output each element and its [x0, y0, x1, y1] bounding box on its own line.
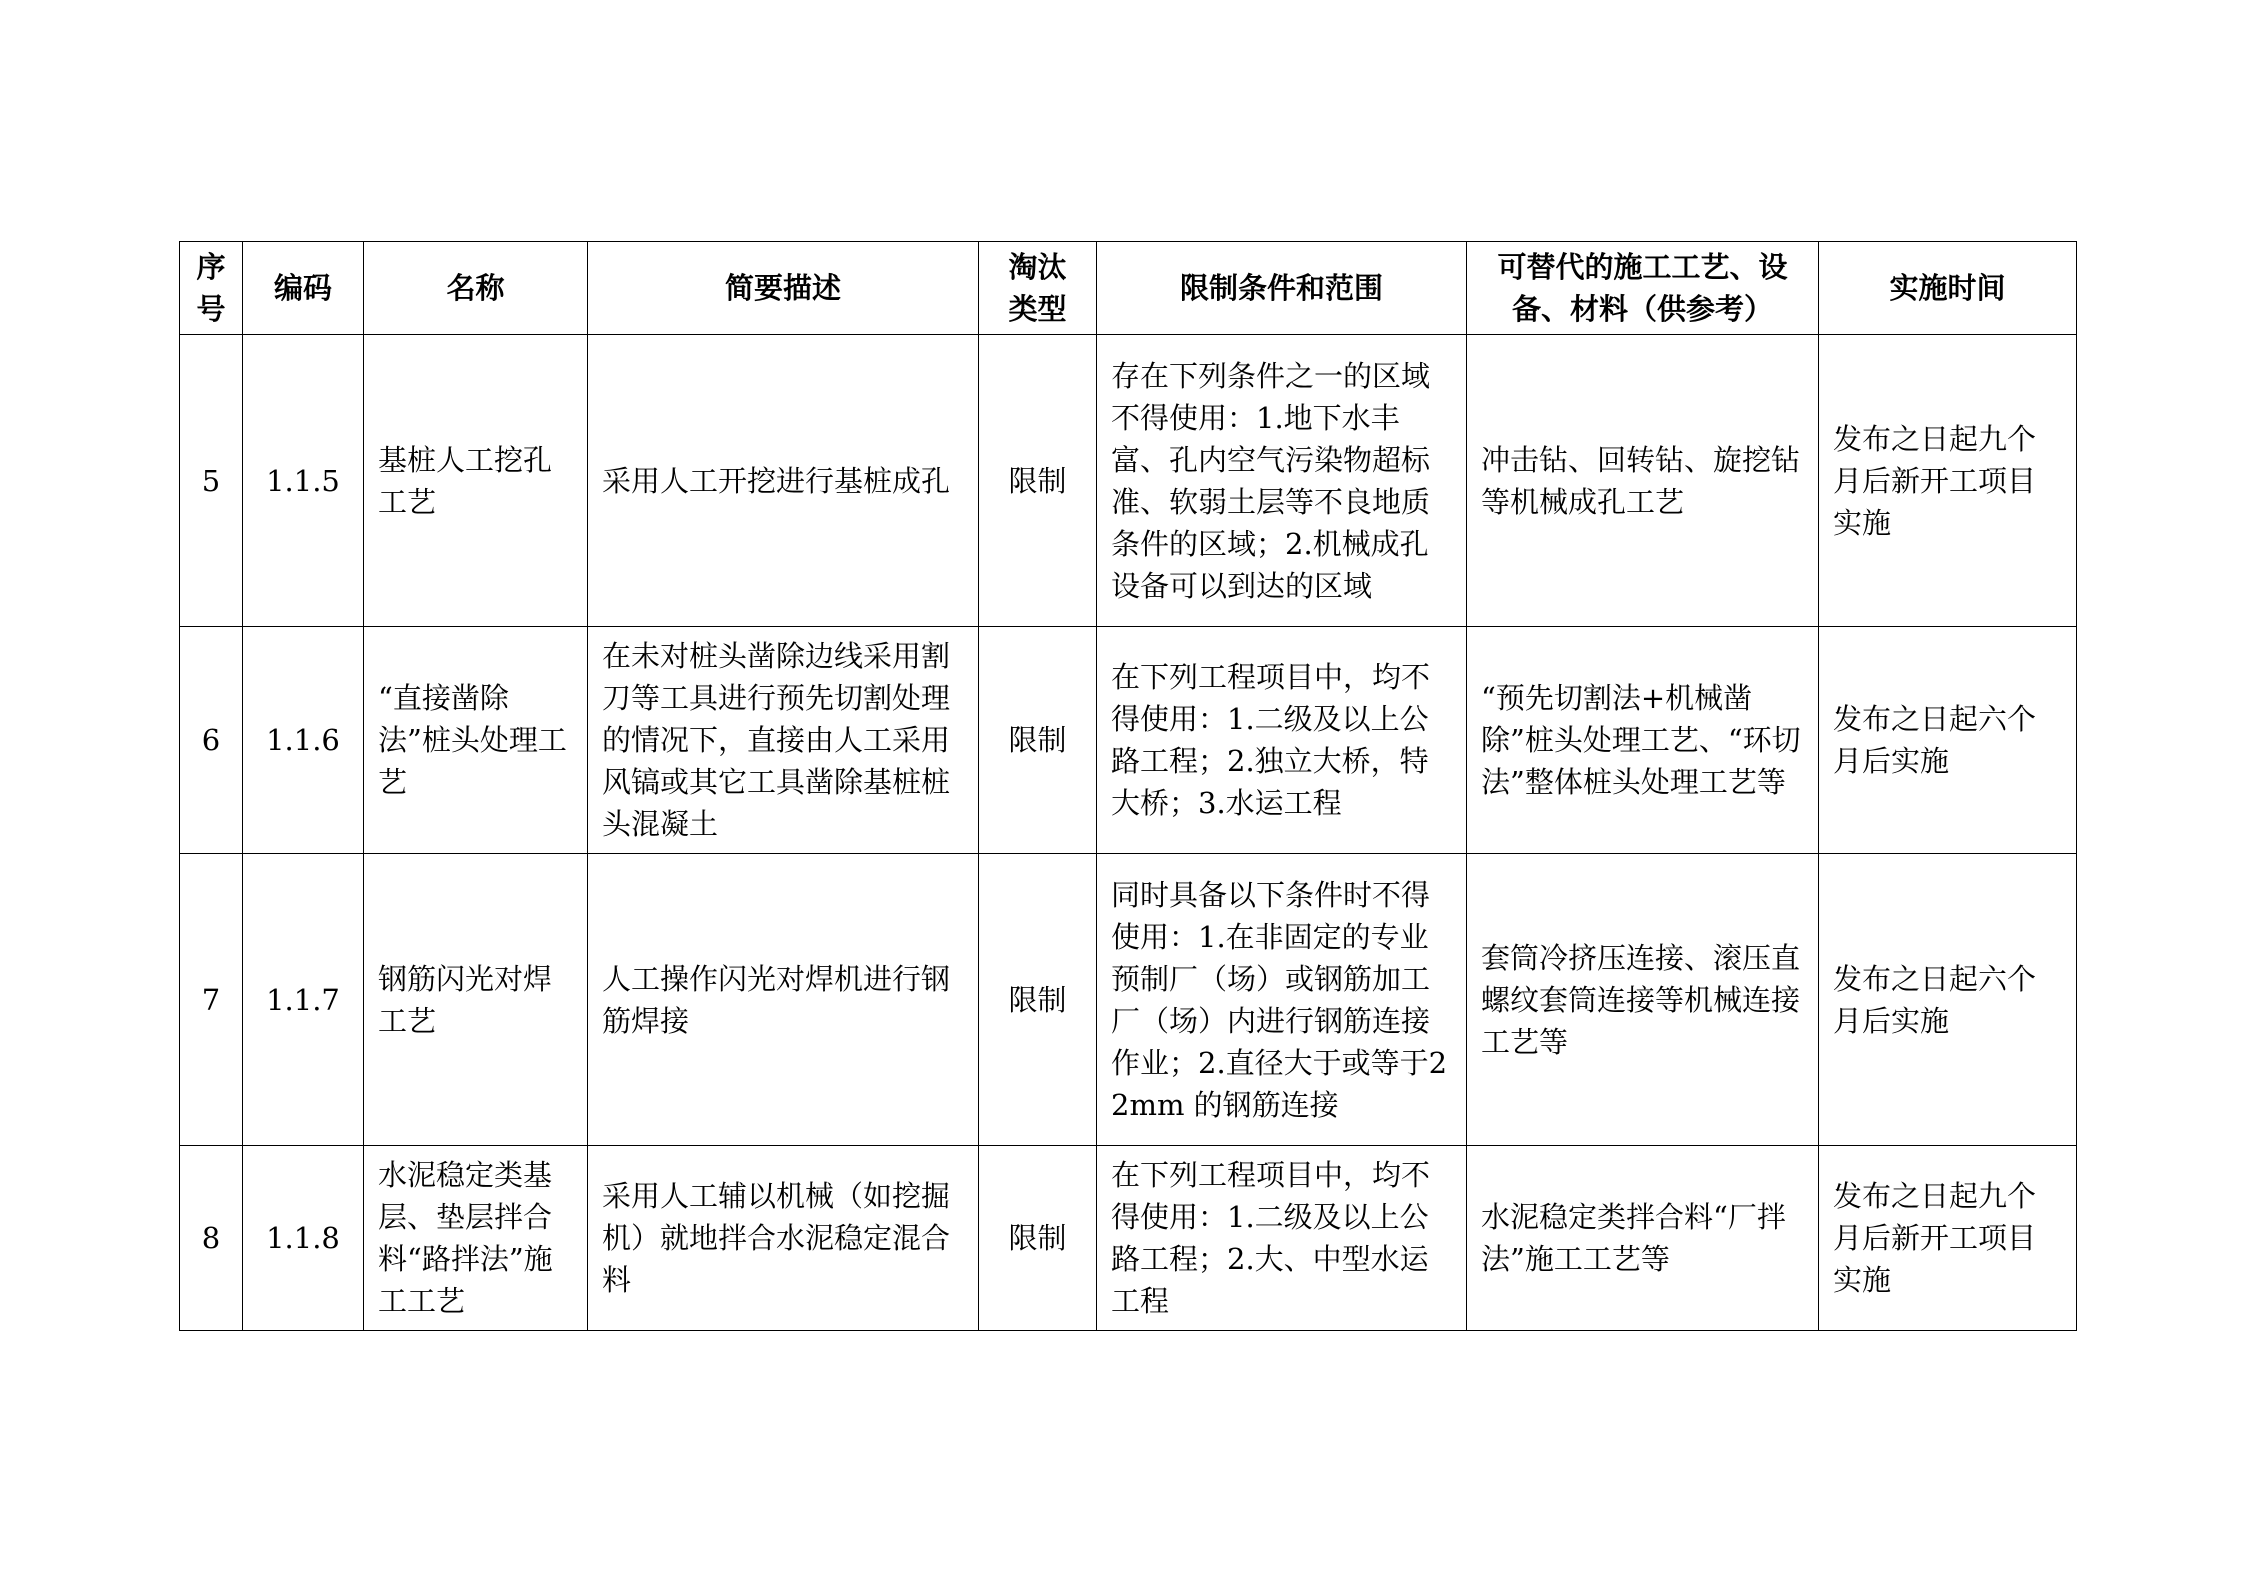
cell-desc: 人工操作闪光对焊机进行钢筋焊接 [588, 854, 979, 1146]
cell-code: 1.1.7 [243, 854, 364, 1146]
cell-alt: 水泥稳定类拌合料“厂拌法”施工工艺等 [1467, 1146, 1819, 1331]
cell-code: 1.1.6 [243, 627, 364, 854]
cell-cond: 在下列工程项目中，均不得使用：1.二级及以上公路工程；2.独立大桥，特大桥；3.水运工程 [1097, 627, 1467, 854]
cell-name: “直接凿除法”桩头处理工艺 [364, 627, 588, 854]
table-row [180, 1146, 2077, 1331]
cell-name: 基桩人工挖孔工艺 [364, 335, 588, 627]
cell-seq: 7 [180, 854, 243, 1146]
cell-type: 限制 [979, 1146, 1097, 1331]
header-desc: 简要描述 [588, 242, 979, 335]
cell-seq: 8 [180, 1146, 243, 1331]
cell-alt: 套筒冷挤压连接、滚压直螺纹套筒连接等机械连接工艺等 [1467, 854, 1819, 1146]
cell-type: 限制 [979, 335, 1097, 627]
header-name: 名称 [364, 242, 588, 335]
cell-time: 发布之日起六个月后实施 [1819, 627, 2077, 854]
table-header-row [180, 242, 2077, 335]
cell-alt: 冲击钻、回转钻、旋挖钻等机械成孔工艺 [1467, 335, 1819, 627]
cell-time: 发布之日起六个月后实施 [1819, 854, 2077, 1146]
header-alt: 可替代的施工工艺、设备、材料（供参考） [1467, 242, 1819, 335]
cell-cond: 存在下列条件之一的区域不得使用：1.地下水丰富、孔内空气污染物超标准、软弱土层等不良地质条件的区域；2.机械成孔设备可以到达的区域 [1097, 335, 1467, 627]
cell-cond: 在下列工程项目中，均不得使用：1.二级及以上公路工程；2.大、中型水运工程 [1097, 1146, 1467, 1331]
cell-name: 钢筋闪光对焊工艺 [364, 854, 588, 1146]
cell-alt: “预先切割法+机械凿除”桩头处理工艺、“环切法”整体桩头处理工艺等 [1467, 627, 1819, 854]
cell-seq: 6 [180, 627, 243, 854]
cell-type: 限制 [979, 627, 1097, 854]
cell-code: 1.1.5 [243, 335, 364, 627]
table-row [180, 854, 2077, 1146]
cell-desc: 采用人工辅以机械（如挖掘机）就地拌合水泥稳定混合料 [588, 1146, 979, 1331]
header-time: 实施时间 [1819, 242, 2077, 335]
table-row [180, 335, 2077, 627]
header-code: 编码 [243, 242, 364, 335]
cell-cond: 同时具备以下条件时不得使用：1.在非固定的专业预制厂（场）或钢筋加工厂（场）内进行钢筋连接作业；2.直径大于或等于22mm 的钢筋连接 [1097, 854, 1467, 1146]
cell-name: 水泥稳定类基层、垫层拌合料“路拌法”施工工艺 [364, 1146, 588, 1331]
regulation-table [179, 241, 2077, 1331]
cell-code: 1.1.8 [243, 1146, 364, 1331]
cell-seq: 5 [180, 335, 243, 627]
cell-time: 发布之日起九个月后新开工项目实施 [1819, 335, 2077, 627]
header-type: 淘汰类型 [979, 242, 1097, 335]
table-row [180, 627, 2077, 854]
cell-time: 发布之日起九个月后新开工项目实施 [1819, 1146, 2077, 1331]
cell-type: 限制 [979, 854, 1097, 1146]
header-cond: 限制条件和范围 [1097, 242, 1467, 335]
header-seq: 序号 [180, 242, 243, 335]
cell-desc: 采用人工开挖进行基桩成孔 [588, 335, 979, 627]
cell-desc: 在未对桩头凿除边线采用割刀等工具进行预先切割处理的情况下，直接由人工采用风镐或其它工具凿除基桩桩头混凝土 [588, 627, 979, 854]
